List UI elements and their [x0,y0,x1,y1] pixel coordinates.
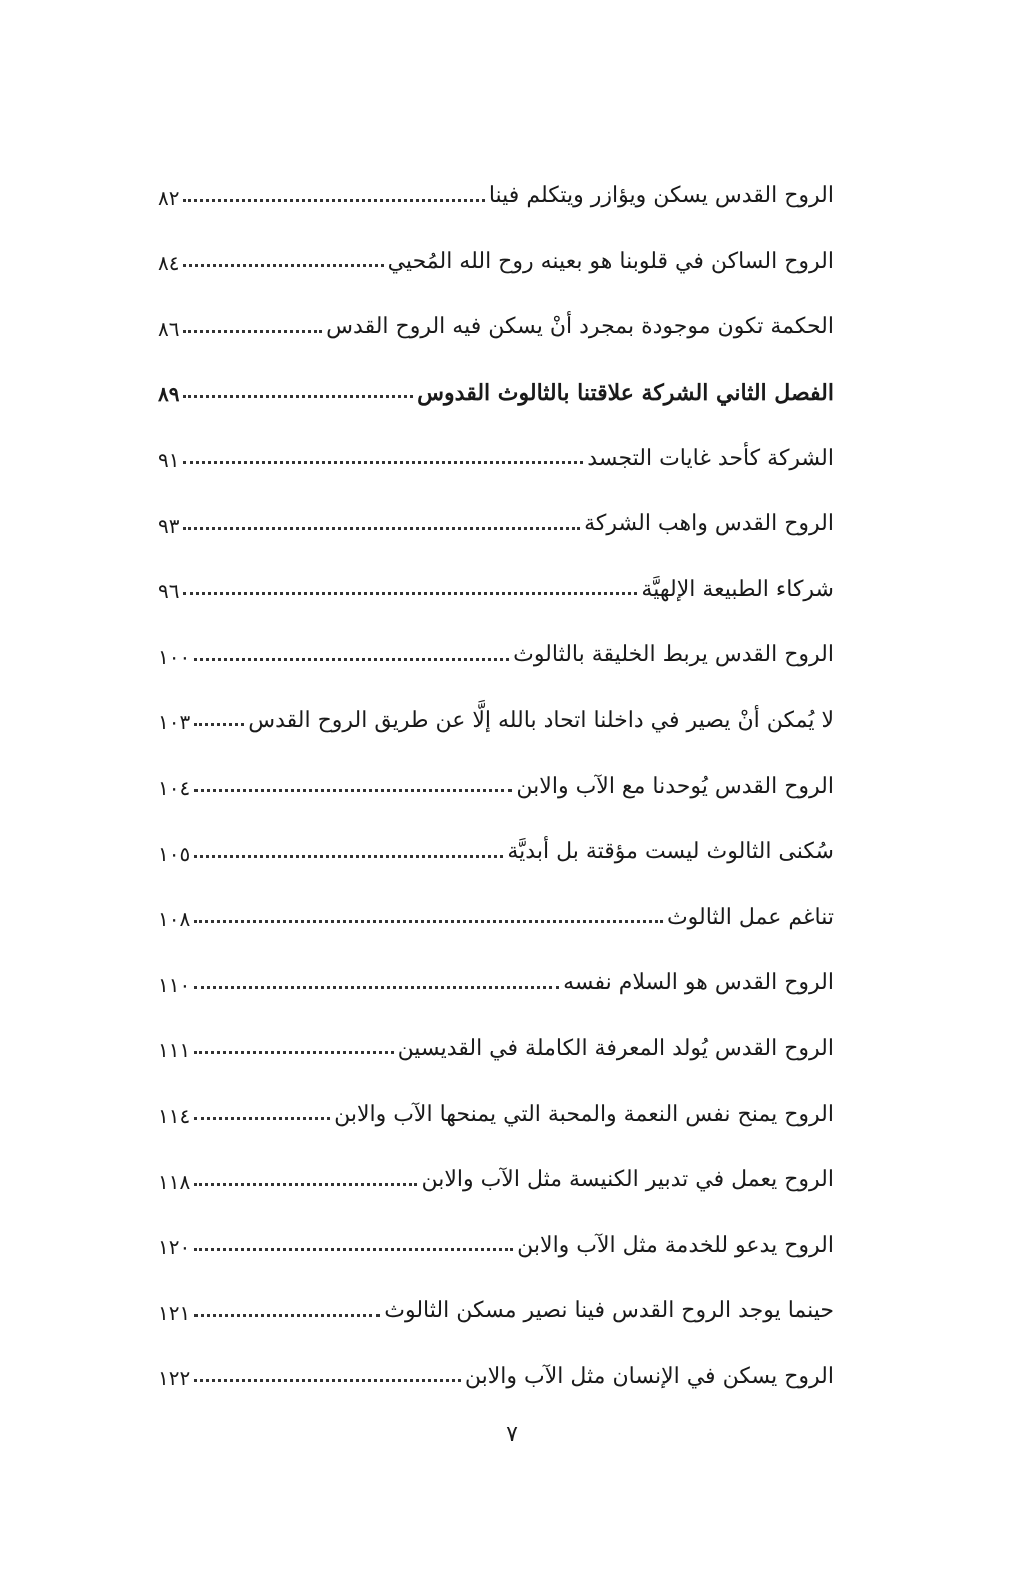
toc-entry-page: ١١٨ [158,1169,191,1194]
dot-leader [194,789,512,792]
toc-entry-title: الروح يمنح نفس النعمة والمحبة التي يمنحها الآب والابن [334,1101,834,1127]
toc-entry-page: ٨٢ [158,185,180,210]
toc-entry-page: ١٠٤ [158,775,191,800]
toc-entry-page: ٨٦ [158,316,180,341]
toc-entry-title: سُكنى الثالوث ليست مؤقتة بل أبديَّة [507,839,834,865]
toc-entry-title: الروح القدس يسكن ويؤازر ويتكلم فينا [488,183,834,209]
toc-entry-page: ٨٤ [158,251,180,276]
toc-entry-title: الروح القدس يُولد المعرفة الكاملة في القديسين [397,1035,834,1061]
table-of-contents [158,160,834,1406]
dot-leader [183,199,484,202]
dot-leader [194,723,244,726]
toc-entry-title: الروح يدعو للخدمة مثل الآب والابن [517,1232,834,1258]
toc-row [158,160,834,226]
toc-entry-title: شركاء الطبيعة الإلهيَّة [641,576,834,602]
toc-row [158,1341,834,1407]
dot-leader [194,658,509,661]
dot-leader [194,1183,417,1186]
toc-row [158,1078,834,1144]
toc-entry-title: الفصل الثاني الشركة علاقتنا بالثالوث القدوس [417,379,834,406]
toc-entry-page: ١٠٣ [158,710,191,735]
toc-row [158,1013,834,1079]
toc-entry-page: ١٠٨ [158,907,191,932]
toc-row [158,1275,834,1341]
toc-row [158,750,834,816]
toc-entry-page: ١١١ [158,1038,191,1063]
toc-entry-title: الشركة كأحد غايات التجسد [587,445,834,471]
toc-entry-page: ١٢٠ [158,1235,191,1260]
toc-entry-page: ١٢٢ [158,1366,191,1391]
toc-row [158,882,834,948]
dot-leader [183,395,413,398]
dot-leader [183,527,580,530]
toc-entry-page: ١٠٥ [158,841,191,866]
toc-entry-page: ١١٠ [158,972,191,997]
dot-leader [194,986,559,989]
toc-entry-title: حينما يوجد الروح القدس فينا نصير مسكن الثالوث [384,1298,834,1324]
toc-entry-title: الروح القدس هو السلام نفسه [563,970,834,996]
toc-entry-title: الروح الساكن في قلوبنا هو بعينه روح الله المُحيي [387,248,834,274]
dot-leader [183,461,583,464]
dot-leader [183,592,637,595]
toc-entry-page: ٩١ [158,447,180,472]
toc-row [158,291,834,357]
dot-leader [194,920,663,923]
toc-entry-title: الروح يعمل في تدبير الكنيسة مثل الآب والابن [421,1167,834,1193]
dot-leader [194,855,503,858]
toc-entry-title: الروح القدس يُوحدنا مع الآب والابن [516,773,834,799]
toc-entry-title: الروح القدس يربط الخليقة بالثالوث [513,642,834,668]
toc-row [158,226,834,292]
toc-entry-title: لا يُمكن أنْ يصير في داخلنا اتحاد بالله إلَّا عن طريق الروح القدس [248,707,834,733]
dot-leader [194,1051,393,1054]
toc-entry-title: الروح يسكن في الإنسان مثل الآب والابن [464,1363,834,1389]
toc-row [158,947,834,1013]
dot-leader [194,1379,461,1382]
toc-entry-page: ٨٩ [158,382,180,407]
toc-row [158,685,834,751]
toc-row [158,488,834,554]
toc-row [158,554,834,620]
dot-leader [183,330,322,333]
toc-entry-page: ٩٣ [158,513,180,538]
toc-entry-page: ١٠٠ [158,644,191,669]
toc-entry-title: الروح القدس واهب الشركة [584,511,834,537]
toc-row [158,1144,834,1210]
toc-entry-title: تناغم عمل الثالوث [666,904,834,930]
toc-entry-page: ١١٤ [158,1103,191,1128]
toc-row [158,619,834,685]
toc-row [158,816,834,882]
toc-entry-title: الحكمة تكون موجودة بمجرد أنْ يسكن فيه الروح القدس [326,314,834,340]
toc-row [158,1210,834,1276]
page-number: ٧ [506,1422,518,1447]
toc-entry-page: ٩٦ [158,579,180,604]
dot-leader [194,1314,380,1317]
dot-leader [183,264,383,267]
toc-entry-page: ١٢١ [158,1300,191,1325]
dot-leader [194,1117,330,1120]
toc-row [158,422,834,488]
toc-chapter-row [158,357,834,423]
dot-leader [194,1248,513,1251]
